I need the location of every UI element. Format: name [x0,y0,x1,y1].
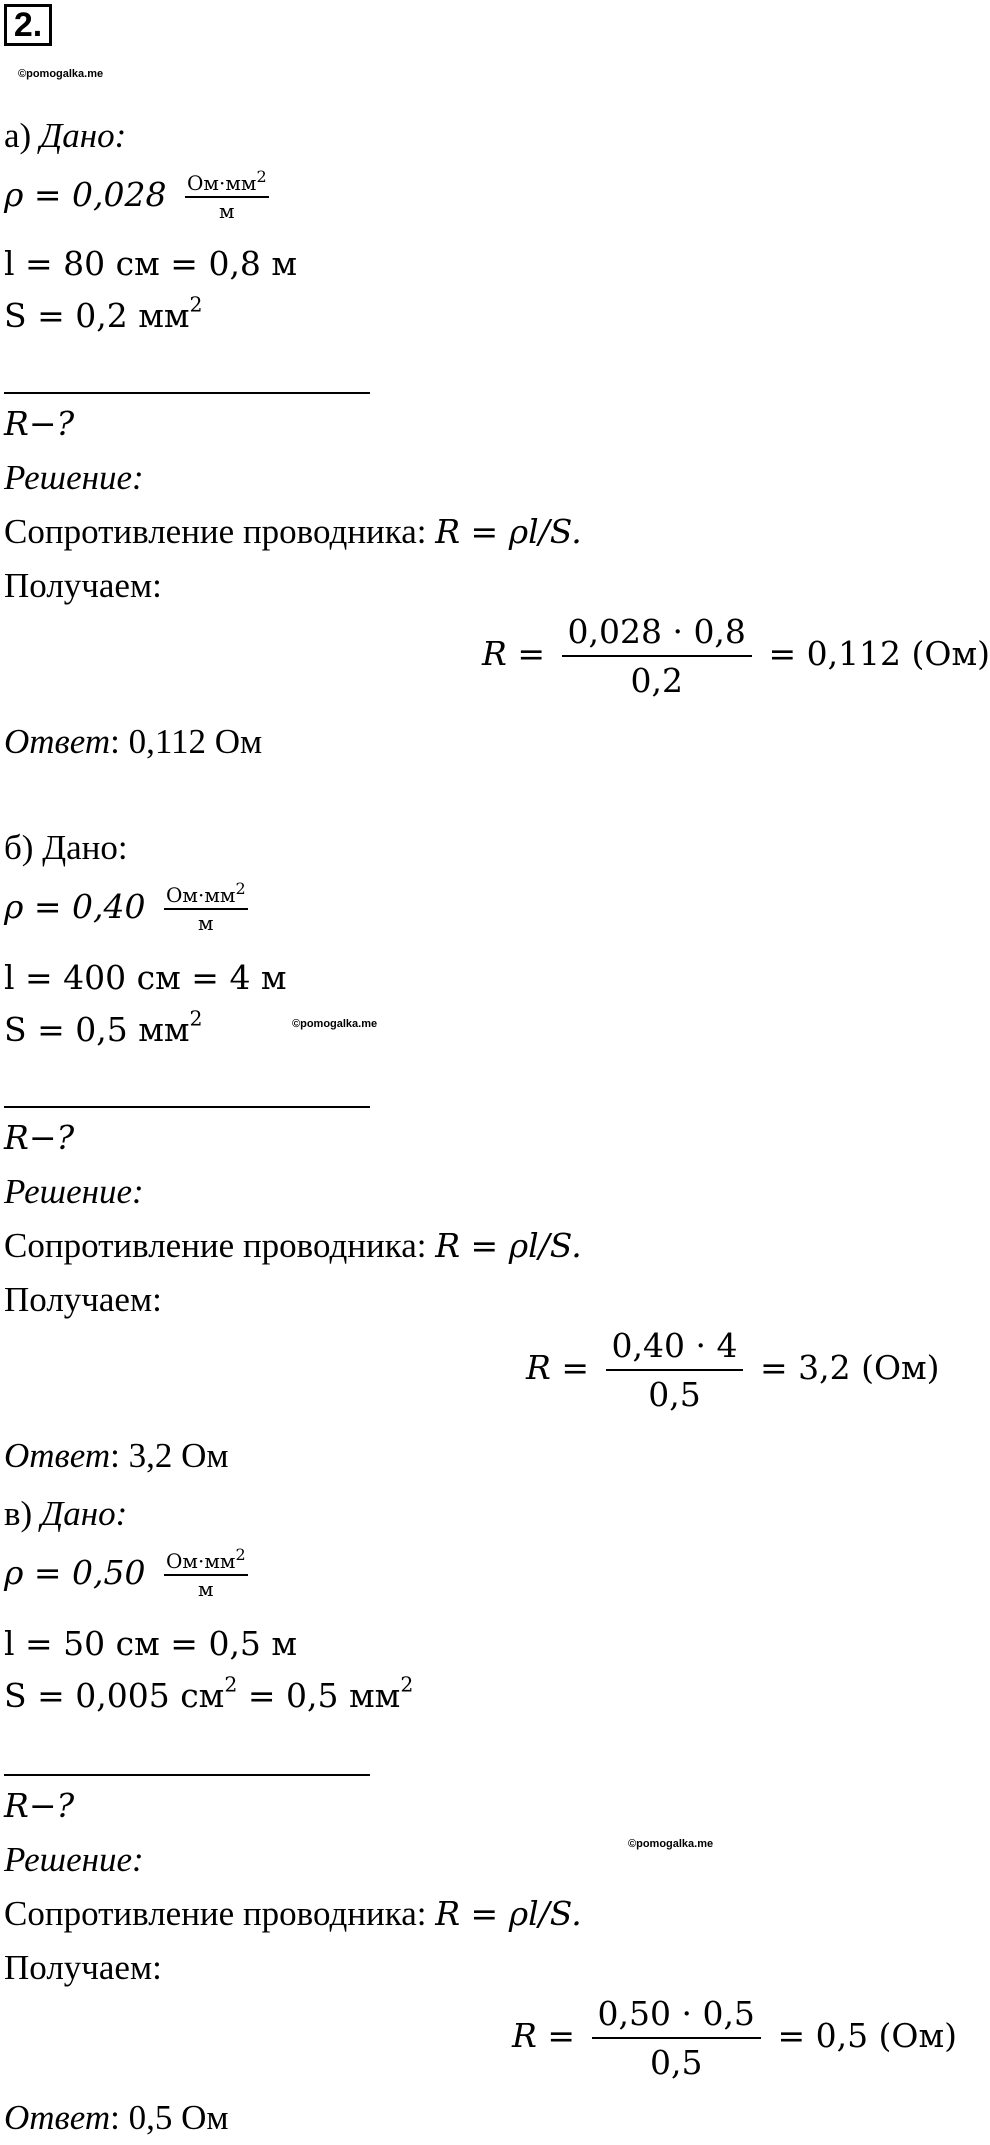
unit-numerator: Ом·мм [166,883,236,907]
part-v-rho-line [4,1545,248,1601]
part-b-solution-label: Решение: [4,1172,144,1211]
part-b-get-label: Получаем: [4,1280,162,1319]
calc-denominator: 0,5 [648,1375,701,1414]
part-b-area-line [4,1006,203,1049]
part-v-area-converted: = 0,5 мм [237,1676,401,1715]
formula-math: R = ρl/S. [435,1226,582,1265]
part-a-header [4,116,126,156]
part-v-area-exp2: 2 [400,1672,414,1697]
calc-denominator: 0,2 [630,661,683,700]
part-v-divider [4,1774,370,1776]
answer-value: : 3,2 Ом [110,1436,229,1475]
unit-exponent: 2 [235,1545,246,1564]
part-v-rho: ρ = 0,50 [4,1553,146,1592]
part-v-header [4,1494,127,1534]
part-a-rho: ρ = 0,028 [4,175,167,214]
part-v-answer [4,2098,229,2138]
unit-numerator: Ом·мм [187,171,257,195]
answer-value: : 0,5 Ом [110,2098,229,2137]
part-a-formula-line [4,512,582,552]
answer-label: Ответ [4,1436,111,1475]
part-b-calculation [526,1326,940,1414]
part-b-answer [4,1436,229,1476]
part-b-unknown: R−? [4,1118,75,1157]
answer-value: : 0,112 Ом [110,722,263,761]
watermark-middle: ©pomogalka.me [292,1018,378,1030]
part-v-formula-line [4,1894,582,1934]
formula-text: Сопротивление проводника: [4,1894,436,1933]
part-a-area: S = 0,2 мм [4,296,190,335]
part-v-area-line [4,1672,414,1715]
watermark-bottom: ©pomogalka.me [628,1838,714,1850]
part-v-solution-label: Решение: [4,1840,144,1879]
part-v-calculation [512,1994,957,2082]
part-b-length-line: l = 400 см = 4 м [4,958,287,997]
formula-text: Сопротивление проводника: [4,1226,436,1265]
calc-result: = 3,2 (Ом) [759,1348,940,1387]
watermark-top: ©pomogalka.me [18,68,104,80]
part-a-solution-label: Решение: [4,458,144,497]
part-a-unknown: R−? [4,404,75,443]
part-b-area: S = 0,5 мм [4,1010,190,1049]
unit-denominator: м [219,199,235,223]
part-v-given-label: Дано: [40,1494,128,1533]
part-a-area-line [4,292,203,335]
part-v-rho-unit [164,1545,248,1601]
part-b-given-label: Дано: [42,828,128,867]
unit-exponent: 2 [235,879,246,898]
part-v-length-line: l = 50 см = 0,5 м [4,1624,298,1663]
calc-fraction [592,1994,761,2082]
part-a-rho-unit [185,167,269,223]
part-v-area-exp: 2 [224,1672,238,1697]
calc-numerator: 0,028 · 0,8 [562,612,752,657]
unit-denominator: м [198,1577,214,1601]
part-v-get-label: Получаем: [4,1948,162,1987]
part-a-area-exp: 2 [189,292,203,317]
calc-result: = 0,5 (Ом) [777,2016,958,2055]
part-b-label: б) [4,828,43,867]
calc-numerator: 0,40 · 4 [606,1326,744,1371]
calc-lhs: R = [512,2016,575,2055]
answer-label: Ответ [4,2098,111,2137]
formula-math: R = ρl/S. [435,512,582,551]
formula-text: Сопротивление проводника: [4,512,436,551]
answer-label: Ответ [4,722,111,761]
calc-fraction [562,612,752,700]
calc-lhs: R = [482,634,545,673]
formula-math: R = ρl/S. [435,1894,582,1933]
part-a-length-line: l = 80 см = 0,8 м [4,244,298,283]
part-a-divider [4,392,370,394]
part-b-rho-unit [164,879,248,935]
part-a-calculation [482,612,990,700]
part-a-label: а) [4,116,40,155]
part-b-rho: ρ = 0,40 [4,887,146,926]
unit-exponent: 2 [256,167,267,186]
calc-lhs: R = [526,1348,589,1387]
calc-result: = 0,112 (Ом) [768,634,990,673]
part-a-answer [4,722,262,762]
part-b-rho-line [4,879,248,935]
part-b-divider [4,1106,370,1108]
unit-denominator: м [198,911,214,935]
task-number: 2. [4,4,52,46]
unit-numerator: Ом·мм [166,1549,236,1573]
part-b-formula-line [4,1226,582,1266]
part-v-area: S = 0,005 см [4,1676,225,1715]
part-a-get-label: Получаем: [4,566,162,605]
part-v-label: в) [4,1494,41,1533]
calc-numerator: 0,50 · 0,5 [592,1994,761,2039]
part-b-header [4,828,128,868]
part-a-given-label: Дано: [39,116,127,155]
calc-denominator: 0,5 [649,2043,703,2082]
part-b-area-exp: 2 [189,1006,203,1031]
part-v-unknown: R−? [4,1786,75,1825]
calc-fraction [606,1326,744,1414]
part-a-rho-line [4,167,269,223]
